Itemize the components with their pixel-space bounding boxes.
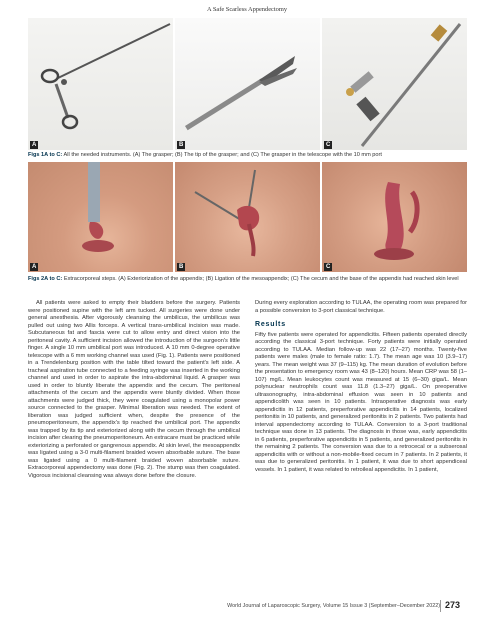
page-number: 273 [445,600,461,610]
running-title: A Safe Scarless Appendectomy [206,6,288,13]
figure-1-caption-text: All the needed instruments. (A) The grasper; (B) The tip of the grasper; and (C) The grasper in the telescope with the 10 mm port [62,152,382,158]
results-heading: Results [255,321,286,328]
figure-2-caption-text: Extracorporeal steps. (A) Exteriorization of the appendix; (B) Ligation of the mesoappendix; (C) The cecum and the base of the appendix had reached skin level [62,276,459,282]
figure-2-panel-b [175,162,320,272]
figure-1-caption [28,152,467,159]
panel-label: C [326,264,331,270]
grasper-image [28,18,173,150]
figure-2-panel-a [28,162,173,272]
panel-label: A [32,142,37,148]
left-column [28,300,240,480]
figure-1-panel-c [322,18,467,150]
grasper-tip-image [175,18,320,150]
figure-2 [28,162,467,272]
footer-divider [440,600,441,612]
results-paragraph: Fifty five patients were operated for appendicitis. Fifteen patients operated directly according the classical 3-port technique. Forty patients were initially operated according to TULAA. Median follow-up was 22 (17–27) months. Twenty-five patients were males (male to female ratio: 1.7). The mean age was 10 (3.9–17) years. The mean weight was 37 (9–115) kg. The mean duration of evolution before the presentation to emergency room was 43 (8–120) hours. Mean CRP was 58 (1–107) mg/L. Mean leukocytes count was measured at 15 (6–30) giga/L. Mean polynuclear neutrophils count was 11.8 (1.3–27) giga/L. On preoperative ultrasonography, intra-abdominal effusion was seen in 10 patients and appendicolith was seen in 10 patients. Intraoperative diagnosis was early appendicitis in 12 patients, preperforative appendicitis in 14 patients, localized peritonitis in 10 patients, and generalized peritonitis in 2 patients. Two patients had interval appendectomy according to TULAA. Conversion to a 3-port traditional technique was done in 13 patients. The diagnosis in those was, early appendicitis in 6 patients, preperforative appendicitis in 5 patients, and generalized peritonitis in the remaining 2 patients. The conversion was due to a retrocecal or a subserosal appendicitis with or without a non-mobile-fixed cecum in 7 patients. In 2 patients, it was due to generalized peritonitis. In 1 patient, it was due to short appendiceal vessels. In 1 patient, it was related to retroileal appendicitis. In 1 patient, [255,331,467,473]
body-paragraph: All patients were asked to empty their bladders before the surgery. Patients were positioned supine with the left arm tucked. All surgeries were done under general anesthesia. After vigorously cleansing the umbilicus, the umbilicus was pulled out using two Allis forceps. A vertical trans-umbilical incision was made. Subcutaneous fat and fascia were cut to allow entry and direct vision into the peritoneal cavity. A sufficient incision allowed the introduction of the surgeon's little finger. A single 10 mm umbilical port was introduced. A 10 mm 0-degree operative telescope with a 6 mm working channel was used (Fig. 1). Patients were positioned in a Trendelenburg position with the table tilted toward the patient's left side. A tracheal aspiration tube connected to a feeding syringe was inserted in the working channel and used in order to aspirate the intra-abdominal liquid. A grasper was used in order to bluntly liberate the appendix and the cecum. The peritoneal attachments of the cecum and the appendix were bluntly divided. When those attachments were judged thick, they were coagulated using a monopolar power source connected to the grasper. Minimal liberation was needed. The extent of liberation was judged sufficient when, despite the presence of the pneumoperitoneum, the appendix's tip reached the umbilical port. The appendix was trapped by its tip and exteriorized along with the cecum through the umbilical incision after clearing the pneumoperitoneum. An extracare must be practiced while exteriorizing a perforated or gangrenous appendix. At skin level, the mesoappendix was ligated using a 3-0 multi-filament braided woven absorbable suture. The base was ligated using a 0 multi-filament braided woven absorbable suture. Extracorporeal appendectomy was done (Fig. 2). The stump was then coagulated. Vigorous incisional cleansing was always done before the closure. [28,300,240,479]
appendix-exteriorization-image [28,162,173,272]
panel-label: B [179,142,184,148]
telescope-image [322,18,467,150]
figure-2-panel-c [322,162,467,272]
panel-label: A [32,264,37,270]
journal-footer: World Journal of Laparoscopic Surgery, Volume 15 Issue 3 (September–December 2022) [227,603,440,609]
panel-label: C [326,142,331,148]
figure-2-caption-label: Figs 2A to C: [28,276,63,282]
panel-label: B [179,264,184,270]
figure-1 [28,18,467,150]
right-column [255,300,467,474]
figure-1-panel-a [28,18,173,150]
figure-1-caption-label: Figs 1A to C: [28,152,63,158]
intro-paragraph: During every exploration according to TULAA, the operating room was prepared for a possible conversion to 3-port classical technique. [255,300,467,314]
figure-1-panel-b [175,18,320,150]
figure-2-caption [28,276,467,283]
mesoappendix-ligation-image [175,162,320,272]
cecum-skin-level-image [322,162,467,272]
